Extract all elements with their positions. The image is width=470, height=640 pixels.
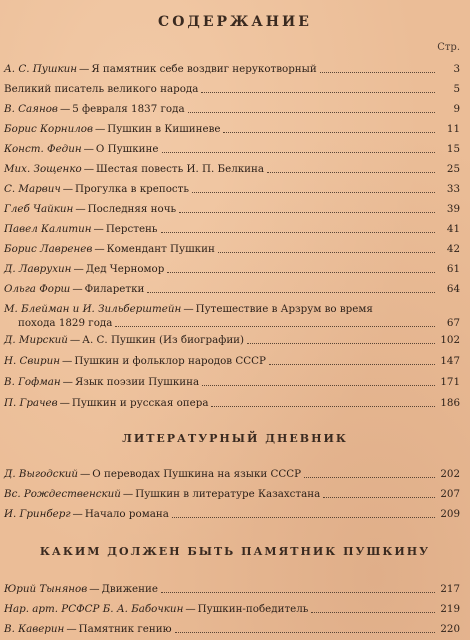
toc-author: А. С. Пушкин <box>4 63 78 75</box>
toc-leader-dots <box>115 326 435 327</box>
toc-separator: — <box>183 303 194 315</box>
toc-page-number: 207 <box>440 488 460 500</box>
toc-title: А. С. Пушкин (Из биографии) <box>82 334 245 346</box>
toc-entry <box>4 582 460 596</box>
toc-separator: — <box>72 283 83 295</box>
toc-separator: — <box>59 103 71 115</box>
toc-title: Памятник гению <box>78 623 172 635</box>
toc-author: Борис Лавренев <box>4 243 93 255</box>
toc-title: Шестая повесть И. П. Белкина <box>95 163 265 175</box>
toc-separator: — <box>62 376 73 388</box>
toc-author: Н. Свирин <box>4 355 61 367</box>
toc-page-number: 186 <box>440 397 460 409</box>
toc-entry <box>4 622 460 636</box>
toc-page-number: 25 <box>446 163 460 175</box>
toc-author: И. Гринберг <box>4 508 71 520</box>
toc-leader-dots <box>202 385 435 386</box>
toc-separator: — <box>59 397 70 409</box>
toc-leader-dots <box>192 192 435 193</box>
toc-title: Пушкин в литературе Казахстана <box>135 488 321 500</box>
toc-separator: — <box>62 355 73 367</box>
toc-title: О Пушкине <box>95 143 159 155</box>
toc-entry <box>4 602 460 616</box>
toc-author: Конст. Федин <box>4 143 82 155</box>
toc-title: Начало романа <box>84 508 169 520</box>
toc-author: Нар. арт. РСФСР Б. А. Бабочкин <box>4 603 184 615</box>
toc-author: В. Саянов <box>4 103 58 115</box>
toc-title: 5 февраля 1837 года <box>72 103 185 115</box>
toc-separator: — <box>72 508 83 520</box>
toc-page-number: 42 <box>446 243 460 255</box>
toc-title: Пушкин и русская опера <box>71 397 209 409</box>
toc-author: Д. Лаврухин <box>4 263 72 275</box>
toc-title: О переводах Пушкина на языки СССР <box>92 468 302 480</box>
toc-entry <box>4 202 460 216</box>
toc-page-number: 9 <box>453 103 460 115</box>
toc-author: М. Блейман и И. Зильберштейн <box>4 303 182 315</box>
toc-separator: — <box>73 263 84 275</box>
page-column-label: Стр. <box>437 42 460 53</box>
toc-page-number: 102 <box>440 334 460 346</box>
toc-title: Последняя ночь <box>87 203 177 215</box>
toc-page-number: 209 <box>440 508 460 520</box>
toc-separator: — <box>83 143 94 155</box>
toc-leader-dots <box>201 92 435 93</box>
toc-leader-dots <box>304 477 435 478</box>
toc-leader-dots <box>311 612 435 613</box>
toc-author: В. Каверин <box>4 623 65 635</box>
toc-leader-dots <box>179 212 435 213</box>
toc-leader-dots <box>223 132 435 133</box>
toc-separator: — <box>89 583 100 595</box>
toc-leader-dots <box>323 497 435 498</box>
toc-page-number: 41 <box>446 223 460 235</box>
toc-leader-dots <box>161 592 435 593</box>
toc-separator: — <box>66 623 77 635</box>
toc-separator: — <box>122 488 134 500</box>
toc-entry <box>4 122 460 136</box>
toc-page-number: 67 <box>446 317 460 329</box>
toc-page-number: 5 <box>453 83 460 95</box>
toc-author: Борис Корнилов <box>4 123 93 135</box>
toc-separator: — <box>185 603 196 615</box>
toc-page-number: 3 <box>453 63 460 75</box>
toc-entry <box>4 182 460 196</box>
toc-author: В. Гофман <box>4 376 61 388</box>
toc-separator: — <box>69 334 81 346</box>
toc-title: Я памятник себе воздвиг нерукотворный <box>91 63 317 75</box>
toc-entry <box>4 487 460 501</box>
toc-separator: — <box>75 203 86 215</box>
toc-leader-dots <box>211 406 435 407</box>
toc-leader-dots <box>167 272 435 273</box>
toc-page-number: 217 <box>440 583 460 595</box>
toc-separator: — <box>79 63 90 75</box>
toc-page-number: 147 <box>440 355 460 367</box>
toc-page-number: 39 <box>446 203 460 215</box>
toc-page-number: 202 <box>440 468 460 480</box>
toc-separator: — <box>62 183 74 195</box>
toc-entry-continuation <box>18 316 460 330</box>
toc-page-number: 33 <box>446 183 460 195</box>
toc-leader-dots <box>269 364 435 365</box>
toc-separator: — <box>83 163 94 175</box>
toc-entry <box>4 354 460 368</box>
toc-leader-dots <box>188 112 435 113</box>
toc-entry <box>4 333 460 347</box>
toc-entry <box>4 62 460 76</box>
toc-page-number: 171 <box>440 376 460 388</box>
toc-leader-dots <box>247 343 435 344</box>
toc-title: Филаретки <box>84 283 145 295</box>
toc-title: Пушкин в Кишиневе <box>107 123 221 135</box>
toc-title: Комендант Пушкин <box>106 243 215 255</box>
toc-entry <box>4 302 460 316</box>
toc-author: Юрий Тынянов <box>4 583 88 595</box>
toc-title: Движение <box>101 583 158 595</box>
toc-entry <box>4 375 460 389</box>
toc-separator: — <box>94 123 106 135</box>
toc-author: Ольга Форш <box>4 283 71 295</box>
toc-entry <box>4 142 460 156</box>
toc-entry <box>4 467 460 481</box>
toc-entry <box>4 162 460 176</box>
toc-author: Глеб Чайкин <box>4 203 74 215</box>
toc-entry <box>4 82 460 96</box>
toc-page-number: 11 <box>446 123 460 135</box>
toc-title: Великий писатель великого народа <box>4 83 199 95</box>
toc-author: Д. Выгодский <box>4 468 78 480</box>
toc-page-number: 64 <box>446 283 460 295</box>
toc-entry <box>4 262 460 276</box>
toc-page-number: 220 <box>440 623 460 635</box>
toc-author: П. Грачев <box>4 397 58 409</box>
literary-diary-heading: ЛИТЕРАТУРНЫЙ ДНЕВНИК <box>122 432 348 445</box>
toc-title: Прогулка в крепость <box>75 183 189 195</box>
toc-author: Вс. Рождественский <box>4 488 121 500</box>
toc-entry <box>4 282 460 296</box>
toc-leader-dots <box>162 152 436 153</box>
toc-author: С. Марвич <box>4 183 61 195</box>
toc-entry <box>4 102 460 116</box>
toc-title: Язык поэзии Пушкина <box>74 376 200 388</box>
toc-author: Мих. Зощенко <box>4 163 82 175</box>
toc-title: похода 1829 года <box>18 317 113 329</box>
toc-leader-dots <box>218 252 435 253</box>
toc-entry <box>4 242 460 256</box>
toc-leader-dots <box>267 172 435 173</box>
toc-leader-dots <box>161 232 435 233</box>
toc-separator: — <box>94 243 105 255</box>
toc-separator: — <box>79 468 91 480</box>
toc-title: Пушкин-победитель <box>197 603 309 615</box>
toc-leader-dots <box>172 517 435 518</box>
toc-entry <box>4 222 460 236</box>
toc-author: Д. Мирский <box>4 334 68 346</box>
toc-title: Пушкин и фольклор народов СССР <box>74 355 266 367</box>
toc-page-number: 15 <box>446 143 460 155</box>
toc-leader-dots <box>147 292 435 293</box>
toc-title: Путешествие в Арзрум во время <box>195 303 373 315</box>
contents-heading: СОДЕРЖАНИЕ <box>158 14 312 30</box>
toc-author: Павел Калитин <box>4 223 92 235</box>
toc-title: Дед Черномор <box>85 263 165 275</box>
toc-page-number: 219 <box>440 603 460 615</box>
toc-leader-dots <box>320 72 435 73</box>
toc-leader-dots <box>175 632 435 633</box>
toc-page-number: 61 <box>446 263 460 275</box>
toc-title: Перстень <box>105 223 158 235</box>
toc-entry <box>4 507 460 521</box>
toc-entry <box>4 396 460 410</box>
monument-heading: КАКИМ ДОЛЖЕН БЫТЬ ПАМЯТНИК ПУШКИНУ <box>39 545 431 558</box>
toc-separator: — <box>93 223 104 235</box>
